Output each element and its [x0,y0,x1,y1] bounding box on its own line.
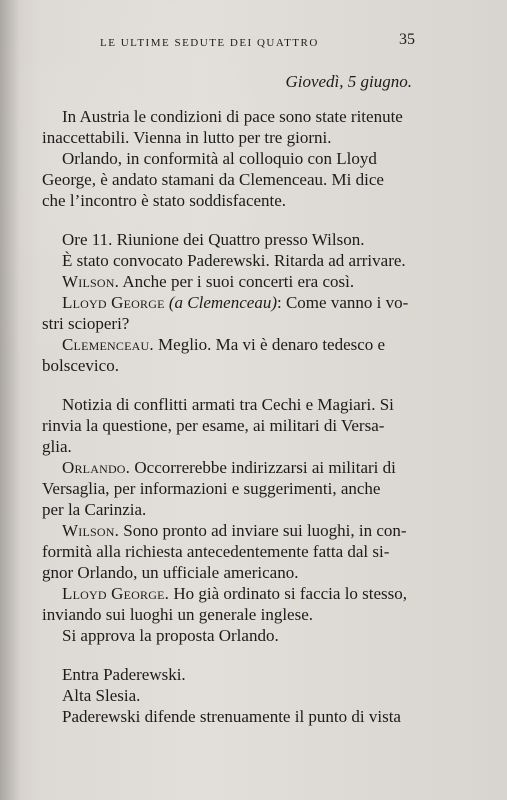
section-gap [42,211,410,229]
speech-text: : Come vanno i vo- [276,293,409,312]
paragraph-upper-silesia: Alta Slesia. [62,686,141,705]
paragraph-line: inaccettabili. Vienna in lutto per tre giorni. [42,128,332,147]
paragraph-enters-paderewski: Entra Paderewski. [62,665,186,684]
speech-text: Ho già ordinato si faccia lo stesso, [169,584,408,603]
speaker-name: Wilson. [62,272,120,291]
speech-lloyd-george-1 [42,292,410,334]
speech-text: Sono pronto ad inviare sui luoghi, in con- [119,521,407,540]
page-number: 35 [399,31,415,48]
paragraph-line: Notizia di conflitti armati tra Cechi e Magiari. Si [62,395,394,414]
speaker-name: Orlando. [62,458,131,477]
main-text [42,106,410,727]
speech-text: Meglio. Ma vi è denaro tedesco e [153,335,386,354]
paragraph-line: In Austria le condizioni di pace sono state ritenute [62,107,403,126]
speech-line: gnor Orlando, un ufficiale americano. [42,563,299,582]
section-gap [42,376,410,394]
section-gap [42,646,410,664]
speech-line [42,520,410,541]
speech-line: Versaglia, per informazioni e suggerimenti, anche [42,479,381,498]
paragraph-approval: Si approva la proposta Orlando. [62,626,279,645]
speech-text: Occorrerebbe indirizzarsi ai militari di [130,458,396,477]
speech-line [42,292,410,313]
speech-line [42,334,410,355]
speech-line: bolscevico. [42,356,119,375]
speech-orlando-1 [42,457,410,520]
speech-wilson-2 [42,520,410,583]
paragraph-meeting-time: Ore 11. Riunione dei Quattro presso Wilson. [62,230,365,249]
speech-line: formità alla richiesta antecedentemente fatta dal si- [42,542,390,561]
speaker-name: Lloyd George [62,293,165,312]
paragraph-line: che l’incontro è stato soddisfacente. [42,191,287,210]
date-line: Giovedì, 5 giugno. [285,72,412,91]
running-head: LE ULTIME SEDUTE DEI QUATTRO [100,37,319,49]
speech-line [42,457,410,478]
paragraph-line: glia. [42,437,72,456]
speech-line: per la Carinzia. [42,500,147,519]
speaker-name: Wilson. [62,521,120,540]
paragraph-line: George, è andato stamani da Clemenceau. Mi dice [42,170,384,189]
stage-direction: (a Clemenceau) [164,293,277,312]
speech-lloyd-george-2 [42,583,410,625]
page-gutter-shadow [0,0,20,800]
paragraph-conflicts [42,394,410,457]
paragraph-line: Orlando, in conformità al colloquio con Lloyd [62,149,377,168]
page-header [100,31,415,54]
speech-wilson-1 [42,271,410,292]
speech-line: inviando sui luoghi un generale inglese. [42,605,313,624]
paragraph-orlando-meeting [42,148,410,211]
paragraph-austria [42,106,410,148]
speaker-name: Clemenceau. [62,335,154,354]
paragraph-paderewski-called: È stato convocato Paderewski. Ritarda ad arrivare. [62,251,406,270]
speech-text: Anche per i suoi concerti era così. [119,272,355,291]
speech-line: stri scioperi? [42,314,130,333]
speech-line [42,583,410,604]
paragraph-paderewski-defends: Paderewski difende strenuamente il punto di vista [62,707,401,726]
speech-clemenceau-1 [42,334,410,376]
paragraph-line: rinvia la questione, per esame, ai militari di Versa- [42,416,385,435]
speaker-name: Lloyd George. [62,584,170,603]
